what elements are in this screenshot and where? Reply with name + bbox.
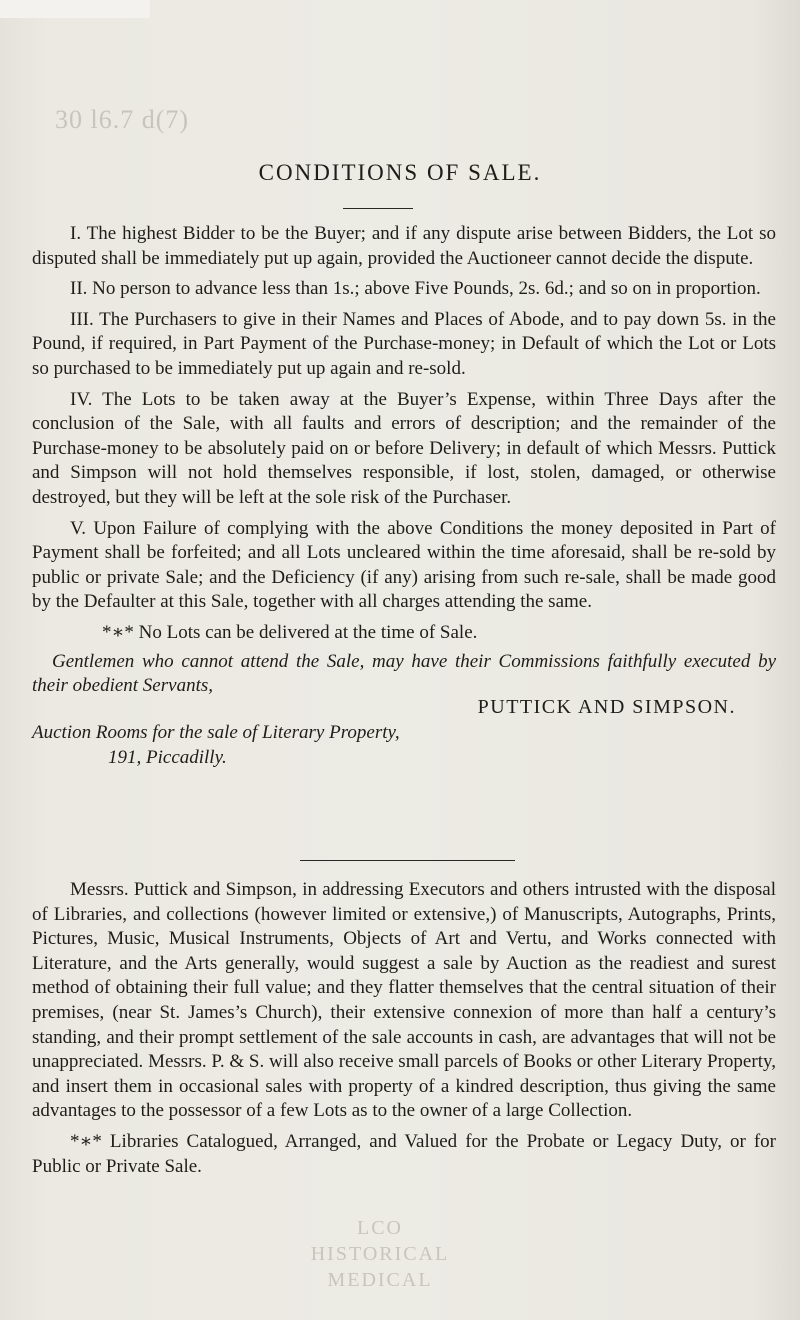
signature: PUTTICK AND SIMPSON. [477,695,736,718]
address-line-2: 191, Piccadilly. [108,746,227,768]
stamp-line-3: MEDICAL [327,1269,433,1291]
stamp-line-1: LCO [357,1217,403,1239]
bleed-through-text: 30 l6.7 d(7) [55,105,190,134]
library-stamp [310,1215,450,1293]
libraries-note: *∗* Libraries Catalogued, Arranged, and Valued for the Probate or Legacy Duty, or for Public or Private Sale. [32,1130,776,1177]
condition-1: I. The highest Bidder to be the Buyer; and if any dispute arise between Bidders, the Lot so disputed shall be immediately put up again, provided the Auctioneer cannot decide the dispute. [32,223,776,269]
stamp-line-2: HISTORICAL [310,1243,450,1265]
delivery-note: *∗* No Lots can be delivered at the time of Sale. [102,621,478,643]
condition-5: V. Upon Failure of complying with the above Conditions the money deposited in Part of Payment shall be forfeited; and all Lots uncleared within the time aforesaid, shall be re-sold by public or private Sale; and the Deficiency (if any) arising from such re-sale, shall be made good by the Defaulter at this Sale, together with all charges attending the same. [32,517,776,613]
messrs-paragraph: Messrs. Puttick and Simpson, in addressing Executors and others intrusted with the disposal of Libraries, and collections (however limited or extensive,) of Manuscripts, Autographs, Prints, Pictures, Music, Musical Instruments, Objects of Art and Vertu, and Works connected with Literature, and the Arts generally, would suggest a sale by Auction as the readiest and surest method of obtaining their full value; and they flatter themselves that the central situation of their premises, (near St. James’s Church), their extensive connexion of more than half a century’s standing, and their prompt settlement of the sale accounts in cash, are advantages that will not be unappreciated. Messrs. P. & S. will also receive small parcels of Books or other Literary Property, and insert them in occasional sales with property of a kindred description, thus giving the same advantages to the possessor of a few Lots as to the owner of a large Collection. [32,879,776,1122]
condition-2: II. No person to advance less than 1s.; above Five Pounds, 2s. 6d.; and so on in proportion. [70,278,761,300]
conditions-block [32,222,776,770]
divider-2 [300,860,515,861]
messrs-block [32,878,776,1185]
divider [343,208,413,209]
address-line-1: Auction Rooms for the sale of Literary Property, [32,722,400,744]
page-title: CONDITIONS OF SALE. [258,160,542,185]
condition-4: IV. The Lots to be taken away at the Buyer’s Expense, within Three Days after the conclusion of the Sale, with all faults and errors of description; and the remainder of the Purchase-money to be absolutely paid on or before Delivery; in default of which Messrs. Puttick and Simpson will not hold themselves responsible, if lost, stolen, damaged, or otherwise destroyed, but they will be left at the sole risk of the Purchaser. [32,388,776,508]
torn-edge [0,0,150,18]
condition-3: III. The Purchasers to give in their Names and Places of Abode, and to pay down 5s. in the Pound, if required, in Part Payment of the Purchase-money; in Default of which the Lot or Lots so purchased to be immediately put up again and re-sold. [32,308,776,379]
commission-note: Gentlemen who cannot attend the Sale, may have their Commissions faithfully executed by their obedient Servants, [32,650,776,697]
